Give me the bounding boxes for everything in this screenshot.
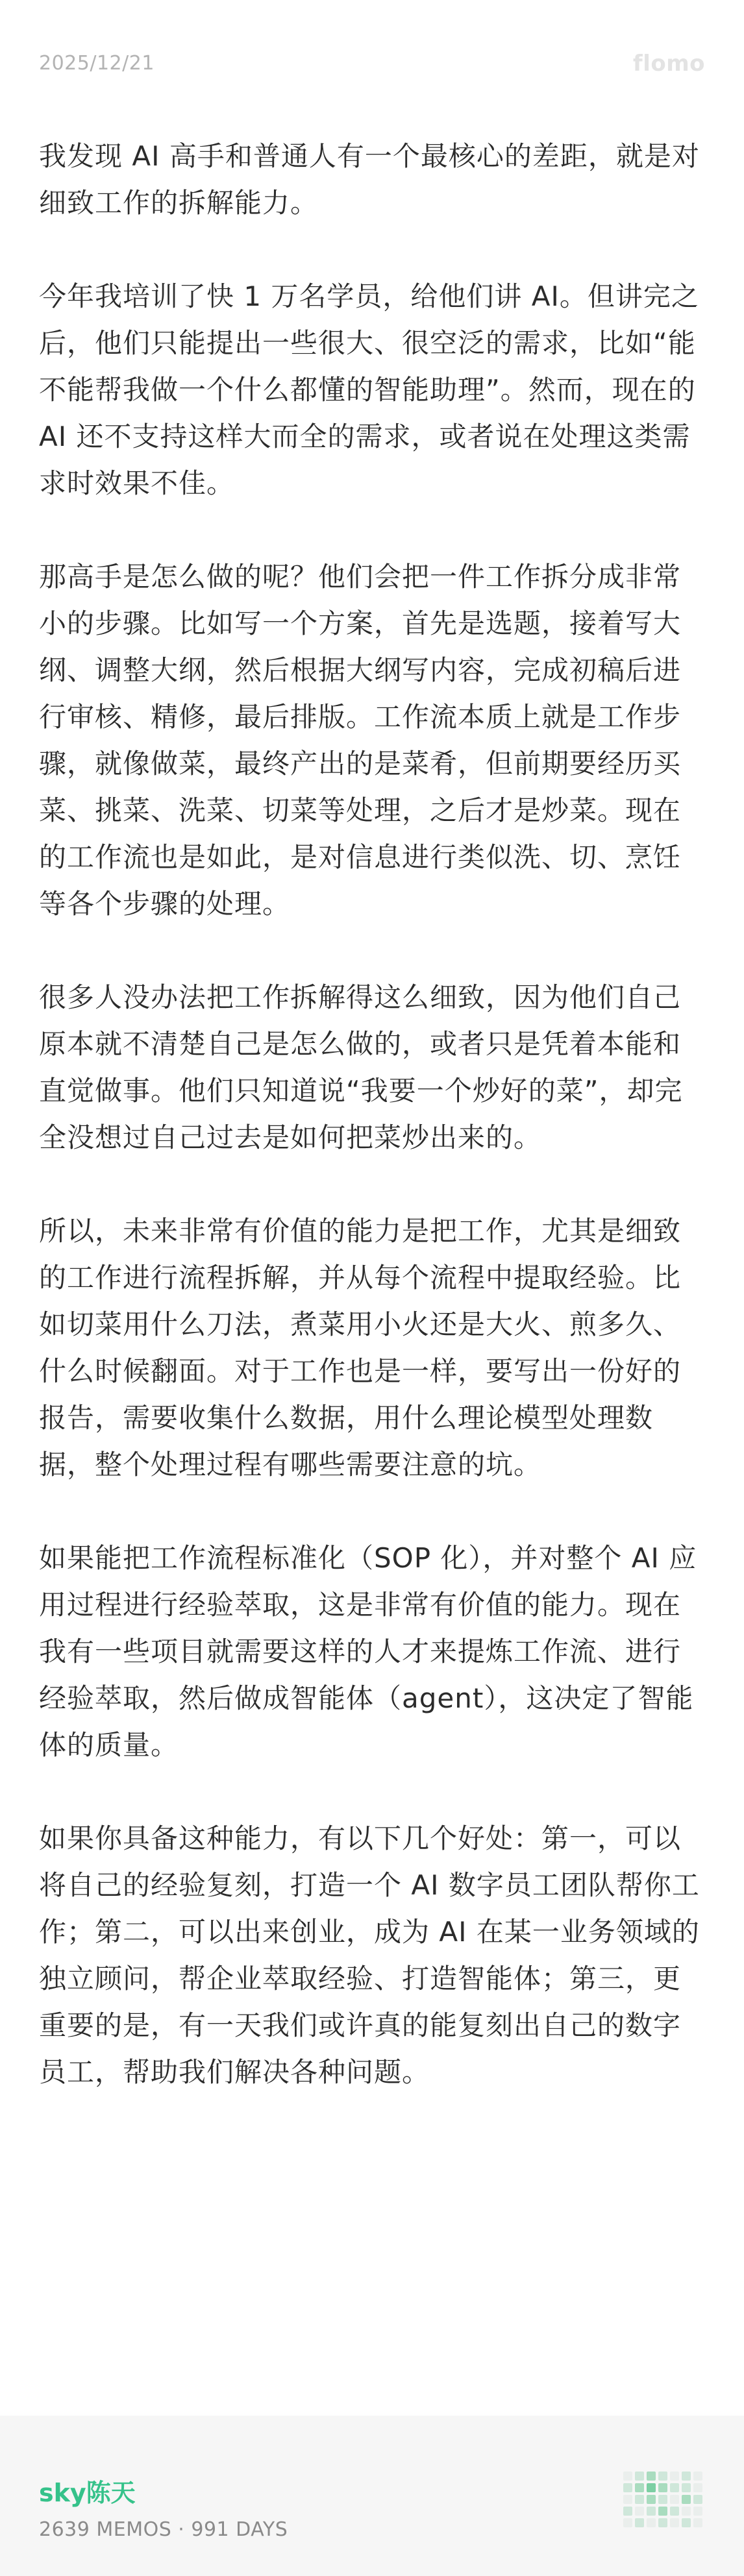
heatmap-cell <box>693 2495 702 2504</box>
memo-header <box>39 52 705 84</box>
heatmap-cell <box>647 2472 656 2481</box>
heatmap-cell <box>635 2472 644 2481</box>
heatmap-cell <box>623 2472 632 2481</box>
memo-paragraph: 我发现 AI 高手和普通人有一个最核心的差距，就是对细致工作的拆解能力。 <box>39 140 700 219</box>
heatmap-cell <box>693 2472 702 2481</box>
heatmap-cell <box>658 2483 667 2492</box>
heatmap-cell <box>670 2495 679 2504</box>
heatmap-cell <box>623 2518 632 2527</box>
heatmap-cell <box>623 2495 632 2504</box>
heatmap-cell <box>658 2495 667 2504</box>
heatmap-cell <box>682 2472 691 2481</box>
heatmap-cell <box>647 2483 656 2492</box>
heatmap-cell <box>670 2483 679 2492</box>
heatmap-cell <box>682 2518 691 2527</box>
heatmap-cell <box>670 2518 679 2527</box>
heatmap-cell <box>635 2507 644 2516</box>
memo-content <box>39 133 704 2142</box>
heatmap-cell <box>693 2483 702 2492</box>
heatmap-cell <box>682 2507 691 2516</box>
heatmap-cell <box>658 2472 667 2481</box>
brand-logo: flomo <box>632 51 705 77</box>
memo-paragraph: 如果能把工作流程标准化（SOP 化），并对整个 AI 应用过程进行经验萃取，这是非常有价值的能力。现在我有一些项目就需要这样的人才来提炼工作流、进行经验萃取，然后做成智能体（agent），这决定了智能体的质量。 <box>39 1542 697 1761</box>
profile-footer <box>0 2416 744 2576</box>
memo-stats: 2639 MEMOS · 991 DAYS <box>39 2518 288 2541</box>
memo-paragraph: 那高手是怎么做的呢？他们会把一件工作拆分成非常小的步骤。比如写一个方案，首先是选题，接着写大纲、调整大纲，然后根据大纲写内容，完成初稿后进行审核、精修，最后排版。工作流本质上就是工作步骤，就像做菜，最终产出的是菜肴，但前期要经历买菜、挑菜、洗菜、切菜等处理，之后才是炒菜。现在的工作流也是如此，是对信息进行类似洗、切、烹饪等各个步骤的处理。 <box>39 561 682 920</box>
heatmap-cell <box>635 2495 644 2504</box>
heatmap-cell <box>670 2472 679 2481</box>
activity-heatmap <box>623 2472 705 2530</box>
heatmap-cell <box>647 2495 656 2504</box>
heatmap-cell <box>623 2483 632 2492</box>
heatmap-cell <box>647 2507 656 2516</box>
heatmap-cell <box>682 2495 691 2504</box>
memo-paragraph: 所以，未来非常有价值的能力是把工作，尤其是细致的工作进行流程拆解，并从每个流程中提取经验。比如切菜用什么刀法，煮菜用小火还是大火、煎多久、什么时候翻面。对于工作也是一样，要写出一份好的报告，需要收集什么数据，用什么理论模型处理数据，整个处理过程有哪些需要注意的坑。 <box>39 1215 682 1480</box>
heatmap-cell <box>682 2483 691 2492</box>
heatmap-cell <box>658 2518 667 2527</box>
heatmap-cell <box>623 2507 632 2516</box>
heatmap-cell <box>635 2518 644 2527</box>
memo-paragraph: 如果你具备这种能力，有以下几个好处：第一，可以将自己的经验复刻，打造一个 AI 数字员工团队帮你工作；第二，可以出来创业，成为 AI 在某一业务领域的独立顾问，帮企业萃取经验、打造智能体；第三，更重要的是，有一天我们或许真的能复刻出自己的数字员工，帮助我们解决各种问题。 <box>39 1822 700 2088</box>
heatmap-cell <box>647 2518 656 2527</box>
heatmap-cell <box>693 2507 702 2516</box>
heatmap-cell <box>670 2507 679 2516</box>
author-name: sky陈天 <box>39 2479 136 2507</box>
memo-paragraph: 很多人没办法把工作拆解得这么细致，因为他们自己原本就不清楚自己是怎么做的，或者只是凭着本能和直觉做事。他们只知道说“我要一个炒好的菜”，却完全没想过自己过去是如何把菜炒出来的。 <box>39 981 683 1153</box>
heatmap-cell <box>658 2507 667 2516</box>
memo-paragraph: 今年我培训了快 1 万名学员，给他们讲 AI。但讲完之后，他们只能提出一些很大、很空泛的需求，比如“能不能帮我做一个什么都懂的智能助理”。然而，现在的 AI 还不支持这样大而全的需求，或者说在处理这类需求时效果不佳。 <box>39 280 699 499</box>
heatmap-cell <box>693 2518 702 2527</box>
memo-date: 2025/12/21 <box>39 52 155 75</box>
heatmap-cell <box>635 2483 644 2492</box>
